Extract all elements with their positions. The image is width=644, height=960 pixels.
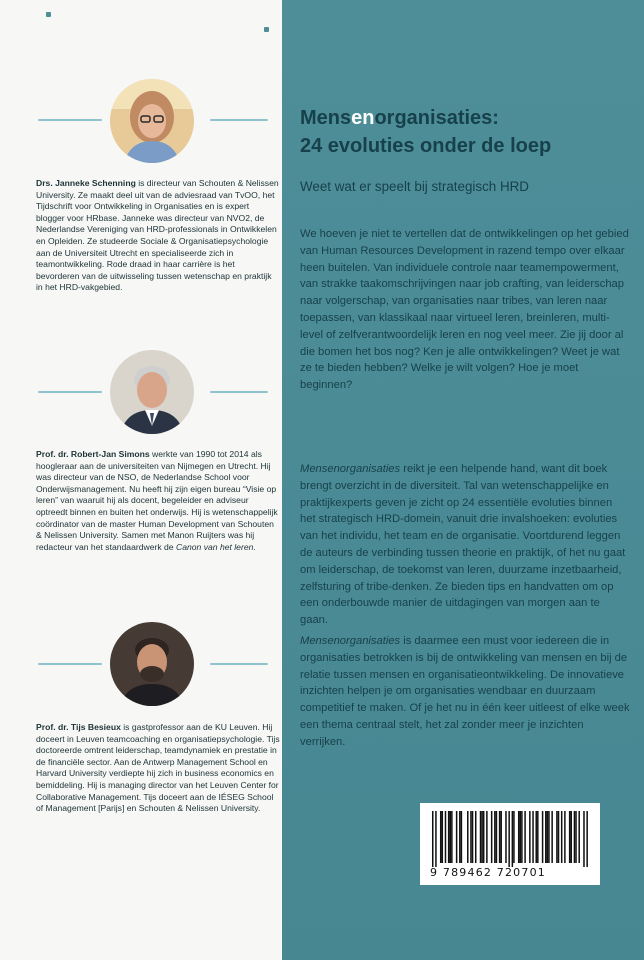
barcode-bar xyxy=(448,811,450,863)
author-description: werkte van 1990 tot 2014 als hoogleraar aan de universiteiten van Nijmegen en Utrecht. Hij was directeur van de NSO, de Nederlandse School voor Onderwijsmanagement. Nu heeft hij zijn eigen bureau “Visie op leren” van waaruit hij als docent, begeleider en adviseur optreedt binnen en buiten het onderwijs. Hij is wetenschappelijk coördinator van de master Human Development van Schouten & Nelissen University. Samen met Manon Ruijters was hij redacteur van het standaardwerk de xyxy=(36,449,278,552)
title-part-organisaties: organisaties: xyxy=(374,107,499,129)
barcode-bar xyxy=(586,811,588,867)
book-name-italic: Mensenorganisaties xyxy=(300,635,401,647)
title-line-2: 24 evoluties onder de loep xyxy=(300,135,552,157)
barcode-bar xyxy=(494,811,496,863)
barcode-bar xyxy=(512,811,514,867)
barcode-bar xyxy=(500,811,502,863)
author-bio-besieux xyxy=(36,722,280,815)
title-part-mens: Mens xyxy=(300,107,352,129)
book-subtitle: Weet wat er speelt bij strategisch HRD xyxy=(300,179,529,194)
author-name: Prof. dr. Robert-Jan Simons xyxy=(36,449,150,459)
barcode-bar xyxy=(480,811,482,863)
barcode-bar xyxy=(508,811,510,867)
barcode-bar xyxy=(499,811,501,863)
barcode-bar xyxy=(432,811,434,867)
barcode-bar xyxy=(442,811,444,863)
divider-line xyxy=(38,663,102,665)
barcode-bar xyxy=(481,811,483,863)
barcode-bar xyxy=(524,811,526,863)
barcode-bar xyxy=(537,811,539,863)
barcode-bar xyxy=(513,811,515,863)
barcode-bar xyxy=(521,811,523,863)
author-bio-simons xyxy=(36,449,280,553)
author-bio-schenning xyxy=(36,178,280,294)
barcode-bar xyxy=(556,811,558,863)
author-name: Prof. dr. Tijs Besieux xyxy=(36,722,121,732)
author-description-end: . xyxy=(253,541,256,552)
barcode-bar xyxy=(520,811,522,863)
author-description: is gastprofessor aan de KU Leuven. Hij doceert in Leuven teamcoaching en organisatiepsychologie. Tijs doctoreerde omtrent leiderschap, teamdynamiek en prestatie in de financiële sector. Aan de Antwerp Management School en Harvard University verdiepte hij zich in business economics en bemiddeling. Hij is managing director van het Leuven Center for Collaborative Management. Tijs doceert aan de IÉSEG School of Management [Parijs] en Schouten & Nelissen University. xyxy=(36,722,280,814)
barcode-bar xyxy=(496,811,498,863)
paragraph-text: is daarmee een must voor iedereen die in organisaties betrokken is bij de ontwikkeling van mensen en bij de relatie tussen mensen en organisatieontwikkeling. De innovatieve inzichten helpen je om organisaties wendbaar en duurzaam competitief te maken. Of je het nu in één keer uitleest of elke week een thema centraal stelt, het zal zonder meer je inzichten verrijken. xyxy=(300,635,630,748)
divider-line xyxy=(38,119,102,121)
barcode-bar xyxy=(467,811,469,863)
barcode-bar xyxy=(459,811,461,863)
barcode-bar xyxy=(486,811,488,863)
barcode-bars xyxy=(432,811,588,867)
title-part-en: en xyxy=(351,107,375,129)
barcode-bar xyxy=(575,811,577,863)
barcode-bar xyxy=(542,811,544,863)
barcode-bar xyxy=(583,811,585,867)
book-reference: Canon van het leren xyxy=(175,541,254,552)
barcode-bar xyxy=(505,811,507,863)
author-photo-besieux xyxy=(110,622,194,706)
barcode-bar xyxy=(491,811,493,863)
barcode xyxy=(420,803,600,885)
divider-line xyxy=(38,391,102,393)
divider-line xyxy=(210,119,268,121)
barcode-bar xyxy=(545,811,547,863)
barcode-bar xyxy=(561,811,563,863)
barcode-bar xyxy=(578,811,580,863)
second-paragraph xyxy=(300,461,630,629)
divider-line xyxy=(210,663,268,665)
divider-line xyxy=(210,391,268,393)
barcode-bar xyxy=(461,811,463,863)
author-description: is directeur van Schouten & Nelissen University. Ze maakt deel uit van de adviesraad van TvOO, het Tijdschrift voor Ontwikkeling in Organisaties en is expert blogger voor HRbase. Janneke was directeur van NVO2, de Nederlandse Vereniging van HRD-professionals in Ontwikkelen en Opleiden. Ze studeerde Sociale & Organisatiepsychologie aan de Universiteit Utrecht en specialiseerde zich in teamontwikkeling. Rode draad in haar carrière is het bevorderen van de uitwisseling tussen wetenschap en praktijk in het HRD-vakgebied. xyxy=(36,178,279,293)
barcode-bar xyxy=(574,811,576,863)
barcode-bar xyxy=(445,811,447,863)
barcode-bar xyxy=(435,811,437,867)
decorative-speck xyxy=(46,12,51,17)
author-photo-schenning xyxy=(110,79,194,163)
barcode-bar xyxy=(450,811,452,863)
book-name-italic: Mensenorganisaties xyxy=(300,463,401,475)
third-paragraph xyxy=(300,633,630,751)
decorative-speck xyxy=(264,27,269,32)
barcode-bar xyxy=(548,811,550,863)
barcode-bar xyxy=(475,811,477,863)
barcode-bar xyxy=(440,811,442,863)
barcode-bar xyxy=(535,811,537,863)
barcode-bar xyxy=(558,811,560,863)
barcode-bar xyxy=(470,811,472,863)
book-title xyxy=(300,104,630,160)
paragraph-text: reikt je een helpende hand, want dit boek brengt overzicht in de diversiteit. Tal van wetenschappelijke en praktijkexperts geven je zicht op 24 essentiële evoluties binnen het strategisch HRD-domein, vanuit drie invalshoeken: evoluties van het individu, het team en de organisatie. Voortdurend leggen de auteurs de verbinding tussen theorie en praktijk, of het nu gaat om leiderschap, de toekomst van leren, duurzame inzetbaarheid, zelfsturing of tribe-denken. Ze bieden tips en handvatten om op een onderbouwde manier de uitdagingen van morgen aan te gaan. xyxy=(300,463,626,627)
author-panel xyxy=(0,0,282,960)
author-photo-simons xyxy=(110,350,194,434)
barcode-bar xyxy=(451,811,453,863)
barcode-bar xyxy=(569,811,571,863)
barcode-bar xyxy=(547,811,549,863)
barcode-bar xyxy=(483,811,485,863)
barcode-bar xyxy=(564,811,566,863)
barcode-bar xyxy=(518,811,520,863)
isbn-number: 9 789462 720701 xyxy=(430,866,546,879)
barcode-bar xyxy=(456,811,458,863)
barcode-bar xyxy=(529,811,531,863)
intro-paragraph: We hoeven je niet te vertellen dat de ontwikkelingen op het gebied van Human Resources Development in razend tempo over elkaar heen buitelen. Van individuele controle naar teamempowerment, van strakke taakomschrijvingen naar job crafting, van leiderschap naar volgerschap, van organisaties naar tribes, van leren naar toepassen, van klassikaal naar virtueel leren, breinleren, multi-level of zelfverantwoordelijk leren en nog veel meer. Zie jij door al die bomen het bos nog? Ken je alle ontwikkelingen? Weet je wat ze te bieden hebben? Welke je wilt volgen? Hoe je moet beginnen? xyxy=(300,228,629,392)
barcode-bar xyxy=(551,811,553,863)
barcode-bar xyxy=(472,811,474,863)
barcode-bar xyxy=(570,811,572,863)
author-name: Drs. Janneke Schenning xyxy=(36,178,136,188)
barcode-bar xyxy=(532,811,534,863)
